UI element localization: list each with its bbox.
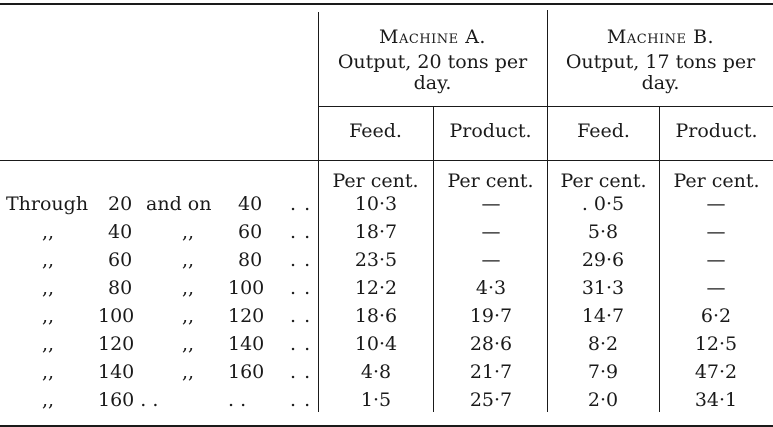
unit-label: Per cent. [447, 170, 534, 192]
machine-b-feed-cell: . 0·5 [581, 193, 625, 215]
table-row [0, 277, 773, 305]
machine-a-product-cell: 4·3 [475, 277, 507, 299]
machine-b-product-header: Product. [675, 120, 758, 142]
machine-a-product-header: Product. [449, 120, 532, 142]
machine-b-feed-cell: 31·3 [581, 277, 625, 299]
subheader-rule [318, 106, 773, 107]
machine-a-feed-cell: 23·5 [354, 249, 398, 271]
unit-label: Per cent. [560, 170, 647, 192]
table-row [0, 333, 773, 361]
row-label: ,, 140 ,, 160 . . [42, 361, 312, 383]
table-row [0, 361, 773, 389]
machine-b-title: Machine B. [606, 26, 715, 48]
table-row [0, 389, 773, 417]
machine-a-product-cell: 25·7 [469, 389, 513, 411]
machine-b-product-cell: — [706, 221, 726, 243]
machine-b-product-cell: — [706, 193, 726, 215]
machine-b-product-cell: 47·2 [694, 361, 738, 383]
table-row [0, 193, 773, 221]
machine-b-product-cell: — [706, 249, 726, 271]
machine-a-feed-cell: 18·7 [354, 221, 398, 243]
machine-b-feed-header: Feed. [577, 120, 630, 142]
machine-a-product-cell: — [481, 249, 501, 271]
row-label: Through 20 and on 40 . . [6, 193, 312, 215]
machine-b-feed-cell: 29·6 [581, 249, 625, 271]
table-row [0, 221, 773, 249]
row-label: ,, 100 ,, 120 . . [42, 305, 312, 327]
machine-a-feed-cell: 1·5 [360, 389, 392, 411]
unit-label: Per cent. [332, 170, 419, 192]
row-label: ,, 60 ,, 80 . . [42, 249, 312, 271]
header-rule [0, 160, 773, 161]
machine-a-feed-cell: 18·6 [354, 305, 398, 327]
top-rule [0, 3, 773, 5]
machine-a-product-cell: 21·7 [469, 361, 513, 383]
machine-b-feed-cell: 5·8 [587, 221, 619, 243]
machine-a-product-cell: — [481, 221, 501, 243]
machine-b-product-cell: 6·2 [700, 305, 732, 327]
row-label: ,, 80 ,, 100 . . [42, 277, 312, 299]
machine-a-feed-cell: 10·3 [354, 193, 398, 215]
machine-b-feed-cell: 8·2 [587, 333, 619, 355]
machine-a-output: Output, 20 tons per day. [337, 51, 528, 94]
machine-b-product-cell: — [706, 277, 726, 299]
machine-a-product-cell: — [481, 193, 501, 215]
machine-b-feed-cell: 14·7 [581, 305, 625, 327]
machine-a-product-cell: 28·6 [469, 333, 513, 355]
row-label: ,, 160 . . . . . . [42, 389, 312, 411]
table-row [0, 249, 773, 277]
unit-label: Per cent. [673, 170, 760, 192]
table-row [0, 305, 773, 333]
machine-b-feed-cell: 7·9 [587, 361, 619, 383]
machine-a-title: Machine A. [379, 26, 486, 48]
machine-a-feed-cell: 4·8 [360, 361, 392, 383]
machine-b-product-cell: 34·1 [694, 389, 738, 411]
row-label: ,, 40 ,, 60 . . [42, 221, 312, 243]
machine-a-feed-cell: 12·2 [354, 277, 398, 299]
machine-b-product-cell: 12·5 [694, 333, 738, 355]
machine-b-feed-cell: 2·0 [587, 389, 619, 411]
machine-b-output: Output, 17 tons per day. [565, 51, 756, 94]
machine-a-feed-cell: 10·4 [354, 333, 398, 355]
row-label: ,, 120 ,, 140 . . [42, 333, 312, 355]
machine-a-product-cell: 19·7 [469, 305, 513, 327]
machine-a-feed-header: Feed. [349, 120, 402, 142]
